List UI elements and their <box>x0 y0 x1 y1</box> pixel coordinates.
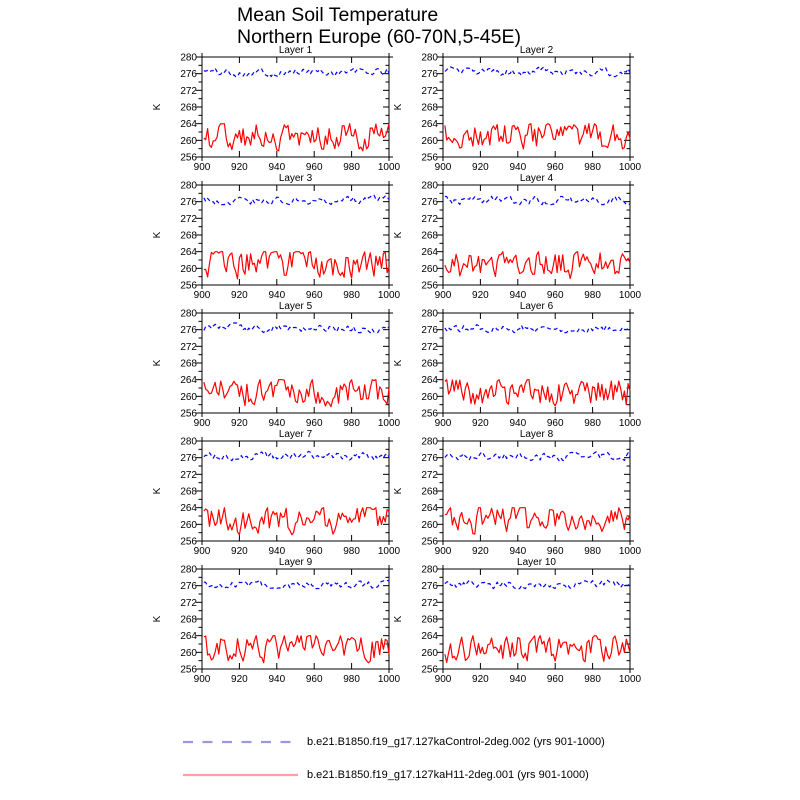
svg-text:1000: 1000 <box>618 290 642 301</box>
svg-text:940: 940 <box>509 418 527 429</box>
svg-text:280: 280 <box>180 564 197 576</box>
svg-text:920: 920 <box>231 418 248 429</box>
svg-text:960: 960 <box>305 162 323 173</box>
panel-layer-8 <box>391 425 651 571</box>
series-h11-line <box>445 508 630 534</box>
svg-text:900: 900 <box>434 546 452 557</box>
svg-text:256: 256 <box>180 664 197 676</box>
panel-layer-10 <box>391 553 651 699</box>
panel-title: Layer 5 <box>278 301 313 312</box>
svg-text:940: 940 <box>509 162 527 173</box>
svg-text:272: 272 <box>180 213 197 225</box>
panel-chart <box>150 41 410 187</box>
panel-chart <box>391 425 651 571</box>
panel-title: Layer 8 <box>519 429 554 440</box>
svg-text:264: 264 <box>180 631 197 643</box>
svg-text:1000: 1000 <box>377 674 401 685</box>
svg-text:280: 280 <box>421 308 438 320</box>
svg-text:272: 272 <box>180 85 197 97</box>
tick-labels <box>180 181 400 302</box>
svg-text:980: 980 <box>343 290 360 301</box>
series-control-line <box>445 196 630 204</box>
svg-text:920: 920 <box>472 290 489 301</box>
series-h11-line <box>445 636 630 663</box>
svg-text:264: 264 <box>180 247 197 259</box>
svg-text:280: 280 <box>421 436 438 448</box>
tick-labels <box>421 181 641 302</box>
svg-text:256: 256 <box>421 664 438 676</box>
svg-text:280: 280 <box>180 52 197 64</box>
svg-text:272: 272 <box>180 469 197 481</box>
svg-text:276: 276 <box>421 581 438 593</box>
svg-text:264: 264 <box>421 247 438 259</box>
panel-chart <box>150 553 410 699</box>
svg-text:1000: 1000 <box>377 162 401 173</box>
svg-text:900: 900 <box>193 418 211 429</box>
svg-text:260: 260 <box>180 135 197 147</box>
panel-layer-7 <box>150 425 410 571</box>
svg-text:256: 256 <box>421 408 438 420</box>
panel-layer-5 <box>150 297 410 443</box>
svg-text:940: 940 <box>268 290 286 301</box>
y-axis-label: K <box>152 487 163 495</box>
y-axis-label: K <box>393 487 404 495</box>
svg-text:268: 268 <box>180 614 197 626</box>
plot-axes <box>437 53 634 161</box>
svg-text:276: 276 <box>180 453 197 465</box>
svg-text:272: 272 <box>421 469 438 481</box>
y-axis-label: K <box>393 231 404 239</box>
svg-text:268: 268 <box>180 486 197 498</box>
svg-text:1000: 1000 <box>618 162 642 173</box>
svg-text:960: 960 <box>546 674 564 685</box>
svg-text:980: 980 <box>343 418 360 429</box>
svg-text:940: 940 <box>268 418 286 429</box>
svg-text:256: 256 <box>421 536 438 548</box>
svg-text:900: 900 <box>434 162 452 173</box>
svg-text:900: 900 <box>434 418 452 429</box>
svg-text:268: 268 <box>421 230 438 242</box>
svg-text:264: 264 <box>421 375 438 387</box>
svg-text:260: 260 <box>180 391 197 403</box>
panel-chart <box>150 425 410 571</box>
svg-text:260: 260 <box>421 135 438 147</box>
plot-axes <box>196 309 393 417</box>
y-axis-label: K <box>393 359 404 367</box>
svg-text:960: 960 <box>546 418 564 429</box>
svg-text:980: 980 <box>584 674 601 685</box>
panel-title: Layer 9 <box>278 557 313 568</box>
svg-text:920: 920 <box>231 290 248 301</box>
svg-text:276: 276 <box>180 69 197 81</box>
svg-text:280: 280 <box>180 180 197 192</box>
panel-layer-9 <box>150 553 410 699</box>
svg-text:920: 920 <box>231 674 248 685</box>
panel-title: Layer 1 <box>278 45 313 56</box>
panel-chart <box>150 297 410 443</box>
legend <box>183 735 605 782</box>
legend-dashed-line-icon <box>183 737 298 747</box>
panel-layer-3 <box>150 169 410 315</box>
svg-text:264: 264 <box>421 631 438 643</box>
svg-text:940: 940 <box>509 546 527 557</box>
svg-text:1000: 1000 <box>377 546 401 557</box>
svg-text:1000: 1000 <box>618 418 642 429</box>
svg-text:1000: 1000 <box>377 290 401 301</box>
svg-text:256: 256 <box>180 408 197 420</box>
svg-text:264: 264 <box>421 119 438 131</box>
plot-axes <box>196 181 393 289</box>
panel-chart <box>150 169 410 315</box>
series-control-line <box>204 451 389 460</box>
svg-text:280: 280 <box>180 308 197 320</box>
series-h11-line <box>204 636 389 663</box>
svg-text:276: 276 <box>421 69 438 81</box>
series-h11-line <box>204 252 389 279</box>
svg-text:256: 256 <box>421 152 438 164</box>
svg-text:960: 960 <box>305 290 323 301</box>
panel-title: Layer 6 <box>519 301 554 312</box>
svg-text:276: 276 <box>421 453 438 465</box>
svg-text:272: 272 <box>180 341 197 353</box>
svg-text:264: 264 <box>180 375 197 387</box>
chart-title-line1: Mean Soil Temperature <box>237 4 439 26</box>
svg-text:940: 940 <box>268 674 286 685</box>
panel-layer-4 <box>391 169 651 315</box>
svg-text:960: 960 <box>305 674 323 685</box>
y-axis-label: K <box>152 615 163 623</box>
svg-text:264: 264 <box>421 503 438 515</box>
series-h11-line <box>204 508 389 535</box>
svg-text:276: 276 <box>421 325 438 337</box>
panel-layer-1 <box>150 41 410 187</box>
svg-text:900: 900 <box>434 674 452 685</box>
tick-labels <box>421 53 641 174</box>
panel-chart <box>391 553 651 699</box>
panel-layer-6 <box>391 297 651 443</box>
panel-title: Layer 10 <box>517 557 556 568</box>
svg-text:980: 980 <box>343 546 360 557</box>
tick-labels <box>421 565 641 686</box>
svg-text:960: 960 <box>546 546 564 557</box>
series-h11-line <box>204 380 389 407</box>
svg-text:268: 268 <box>180 102 197 114</box>
svg-text:260: 260 <box>421 391 438 403</box>
series-control-line <box>204 68 389 77</box>
series-control-line <box>445 325 630 333</box>
svg-text:256: 256 <box>180 152 197 164</box>
svg-text:940: 940 <box>268 162 286 173</box>
svg-text:260: 260 <box>421 519 438 531</box>
svg-text:276: 276 <box>180 197 197 209</box>
series-control-line <box>204 323 389 333</box>
series-h11-line <box>445 380 630 406</box>
svg-text:960: 960 <box>546 162 564 173</box>
svg-text:920: 920 <box>472 162 489 173</box>
svg-text:280: 280 <box>421 52 438 64</box>
svg-text:268: 268 <box>180 230 197 242</box>
svg-text:980: 980 <box>584 418 601 429</box>
svg-text:272: 272 <box>421 341 438 353</box>
plot-axes <box>437 309 634 417</box>
svg-text:268: 268 <box>421 486 438 498</box>
svg-text:280: 280 <box>421 180 438 192</box>
svg-text:268: 268 <box>180 358 197 370</box>
plot-axes <box>437 181 634 289</box>
svg-text:268: 268 <box>421 102 438 114</box>
svg-text:920: 920 <box>472 418 489 429</box>
svg-text:260: 260 <box>180 647 197 659</box>
panel-chart <box>391 169 651 315</box>
series-h11-line <box>204 124 389 151</box>
legend-label-control: b.e21.B1850.f19_g17.127kaControl-2deg.002 (yrs 901-1000) <box>307 736 605 748</box>
svg-text:256: 256 <box>180 280 197 292</box>
svg-text:940: 940 <box>268 546 286 557</box>
series-control-line <box>445 580 630 588</box>
svg-text:900: 900 <box>193 290 211 301</box>
panel-title: Layer 4 <box>519 173 554 184</box>
tick-labels <box>180 309 400 430</box>
y-axis-label: K <box>152 359 163 367</box>
svg-text:940: 940 <box>509 290 527 301</box>
svg-text:256: 256 <box>421 280 438 292</box>
svg-text:268: 268 <box>421 358 438 370</box>
svg-text:272: 272 <box>180 597 197 609</box>
svg-text:280: 280 <box>421 564 438 576</box>
svg-text:264: 264 <box>180 119 197 131</box>
svg-text:268: 268 <box>421 614 438 626</box>
svg-text:980: 980 <box>584 162 601 173</box>
plot-axes <box>437 437 634 545</box>
legend-label-h11: b.e21.B1850.f19_g17.127kaH11-2deg.001 (yrs 901-1000) <box>307 769 589 781</box>
panel-chart <box>391 297 651 443</box>
series-h11-line <box>445 252 630 279</box>
svg-text:920: 920 <box>231 162 248 173</box>
legend-item-control <box>183 735 605 749</box>
svg-text:276: 276 <box>180 581 197 593</box>
y-axis-label: K <box>393 103 404 111</box>
svg-text:1000: 1000 <box>377 418 401 429</box>
y-axis-label: K <box>393 615 404 623</box>
legend-solid-line-icon <box>183 770 298 780</box>
svg-text:272: 272 <box>421 85 438 97</box>
panel-title: Layer 7 <box>278 429 313 440</box>
svg-text:264: 264 <box>180 503 197 515</box>
svg-text:980: 980 <box>584 546 601 557</box>
svg-text:960: 960 <box>546 290 564 301</box>
chart-title-line2: Northern Europe (60-70N,5-45E) <box>237 26 521 48</box>
svg-text:272: 272 <box>421 597 438 609</box>
svg-text:960: 960 <box>305 546 323 557</box>
y-axis-label: K <box>152 103 163 111</box>
legend-item-h11 <box>183 768 605 782</box>
svg-text:260: 260 <box>421 263 438 275</box>
svg-text:900: 900 <box>193 162 211 173</box>
svg-text:920: 920 <box>472 674 489 685</box>
series-control-line <box>204 195 389 205</box>
svg-text:260: 260 <box>421 647 438 659</box>
series-control-line <box>445 452 630 461</box>
svg-text:960: 960 <box>305 418 323 429</box>
series-control-line <box>204 580 389 589</box>
svg-text:276: 276 <box>421 197 438 209</box>
svg-text:260: 260 <box>180 519 197 531</box>
svg-text:980: 980 <box>584 290 601 301</box>
plot-axes <box>196 565 393 673</box>
svg-text:276: 276 <box>180 325 197 337</box>
svg-text:920: 920 <box>472 546 489 557</box>
series-control-line <box>445 67 630 77</box>
panel-title: Layer 2 <box>519 45 554 56</box>
svg-text:1000: 1000 <box>618 674 642 685</box>
svg-text:900: 900 <box>434 290 452 301</box>
series-h11-line <box>445 124 630 149</box>
svg-text:1000: 1000 <box>618 546 642 557</box>
svg-text:980: 980 <box>343 162 360 173</box>
y-axis-label: K <box>152 231 163 239</box>
svg-text:272: 272 <box>421 213 438 225</box>
svg-text:920: 920 <box>231 546 248 557</box>
panel-title: Layer 3 <box>278 173 313 184</box>
svg-text:256: 256 <box>180 536 197 548</box>
svg-text:900: 900 <box>193 674 211 685</box>
svg-text:940: 940 <box>509 674 527 685</box>
panel-chart <box>391 41 651 187</box>
svg-text:280: 280 <box>180 436 197 448</box>
svg-text:900: 900 <box>193 546 211 557</box>
svg-text:260: 260 <box>180 263 197 275</box>
svg-text:980: 980 <box>343 674 360 685</box>
panel-layer-2 <box>391 41 651 187</box>
